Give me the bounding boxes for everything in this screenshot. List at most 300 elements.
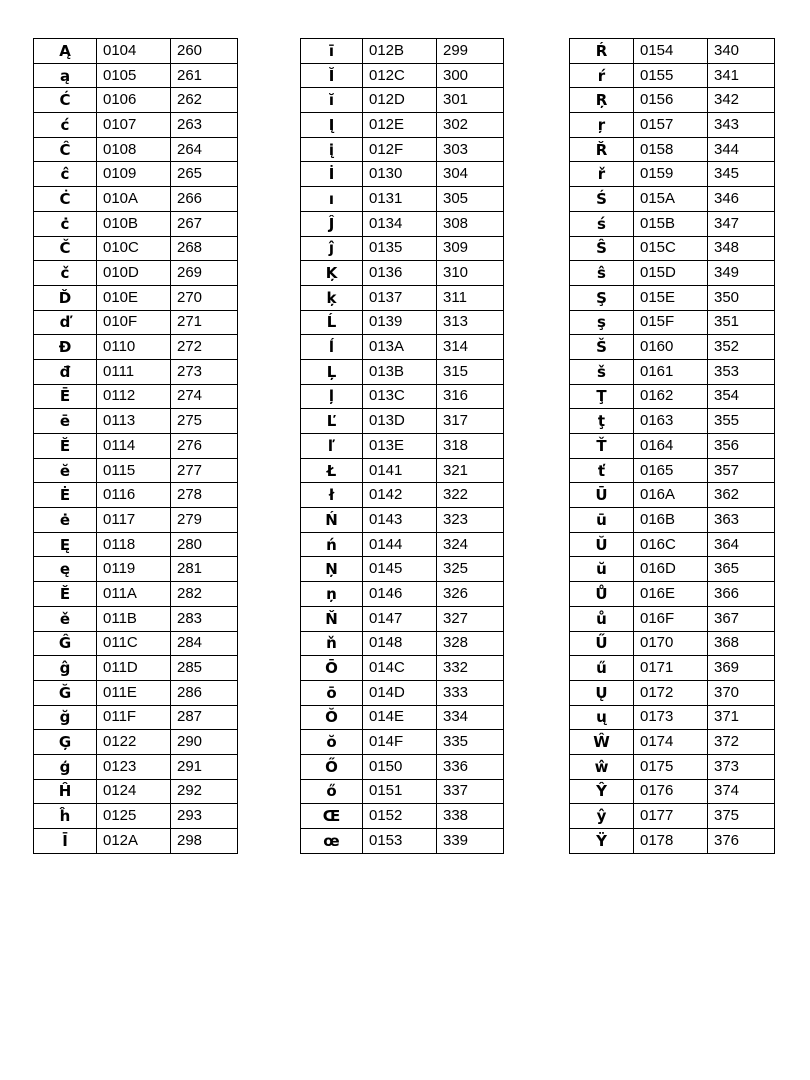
character-cell: ş [570,310,634,335]
hex-code-cell: 0142 [363,483,437,508]
hex-code-cell: 012B [363,39,437,64]
decimal-code-cell: 325 [437,557,504,582]
hex-code-cell: 0148 [363,631,437,656]
character-cell: ĉ [34,162,97,187]
hex-code-cell: 015E [634,285,708,310]
character-cell: ō [301,680,363,705]
decimal-code-cell: 290 [171,730,238,755]
table-row [570,730,775,755]
character-cell: Ł [301,458,363,483]
character-cell: ĵ [301,236,363,261]
hex-code-cell: 0125 [97,804,171,829]
character-cell: Ņ [301,557,363,582]
hex-code-cell: 0145 [363,557,437,582]
table-row [570,359,775,384]
table-row [570,113,775,138]
character-cell: Ů [570,582,634,607]
hex-code-cell: 0160 [634,335,708,360]
character-cell: ń [301,532,363,557]
hex-code-cell: 0143 [363,508,437,533]
decimal-code-cell: 355 [708,409,775,434]
hex-code-cell: 0162 [634,384,708,409]
table-row [570,779,775,804]
table-row [301,483,504,508]
character-cell: Ē [34,384,97,409]
character-table-2 [300,38,504,854]
hex-code-cell: 0172 [634,680,708,705]
hex-code-cell: 0124 [97,779,171,804]
hex-code-cell: 0141 [363,458,437,483]
decimal-code-cell: 332 [437,656,504,681]
table-row [34,656,238,681]
table-row [34,310,238,335]
hex-code-cell: 016F [634,606,708,631]
table-row [301,730,504,755]
table-row [301,557,504,582]
table-row [570,804,775,829]
decimal-code-cell: 311 [437,285,504,310]
decimal-code-cell: 316 [437,384,504,409]
table-row [34,730,238,755]
decimal-code-cell: 280 [171,532,238,557]
character-cell: Ą [34,39,97,64]
hex-code-cell: 0173 [634,705,708,730]
hex-code-cell: 0108 [97,137,171,162]
hex-code-cell: 0116 [97,483,171,508]
table-row [301,656,504,681]
table-row [570,137,775,162]
hex-code-cell: 0177 [634,804,708,829]
decimal-code-cell: 286 [171,680,238,705]
hex-code-cell: 015F [634,310,708,335]
hex-code-cell: 014E [363,705,437,730]
table-row [301,829,504,854]
decimal-code-cell: 299 [437,39,504,64]
hex-code-cell: 0171 [634,656,708,681]
hex-code-cell: 0165 [634,458,708,483]
hex-code-cell: 0135 [363,236,437,261]
character-cell: Ť [570,434,634,459]
hex-code-cell: 0105 [97,63,171,88]
table-row [570,829,775,854]
decimal-code-cell: 318 [437,434,504,459]
decimal-code-cell: 270 [171,285,238,310]
hex-code-cell: 016A [634,483,708,508]
decimal-code-cell: 375 [708,804,775,829]
character-cell: Ď [34,285,97,310]
hex-code-cell: 016C [634,532,708,557]
character-cell: ŷ [570,804,634,829]
hex-code-cell: 0131 [363,187,437,212]
character-cell: ś [570,211,634,236]
table-row [34,113,238,138]
table-row [34,582,238,607]
decimal-code-cell: 310 [437,261,504,286]
hex-code-cell: 0176 [634,779,708,804]
hex-code-cell: 010C [97,236,171,261]
hex-code-cell: 012D [363,88,437,113]
table-row [301,754,504,779]
decimal-code-cell: 273 [171,359,238,384]
decimal-code-cell: 276 [171,434,238,459]
table-row [301,359,504,384]
character-cell: Ř [570,137,634,162]
hex-code-cell: 0114 [97,434,171,459]
character-cell: ů [570,606,634,631]
hex-code-cell: 010F [97,310,171,335]
decimal-code-cell: 284 [171,631,238,656]
hex-code-cell: 013A [363,335,437,360]
character-cell: ĭ [301,88,363,113]
table-row [570,236,775,261]
decimal-code-cell: 264 [171,137,238,162]
character-cell: Ś [570,187,634,212]
table-row [570,705,775,730]
table-row [301,532,504,557]
hex-code-cell: 0159 [634,162,708,187]
table-row [570,384,775,409]
hex-code-cell: 011E [97,680,171,705]
table-row [34,606,238,631]
character-cell: ł [301,483,363,508]
character-cell: ų [570,705,634,730]
hex-code-cell: 013D [363,409,437,434]
character-cell: ĥ [34,804,97,829]
character-cell: Ÿ [570,829,634,854]
hex-code-cell: 0144 [363,532,437,557]
decimal-code-cell: 317 [437,409,504,434]
decimal-code-cell: 314 [437,335,504,360]
hex-code-cell: 0117 [97,508,171,533]
character-cell: ŗ [570,113,634,138]
hex-code-cell: 011B [97,606,171,631]
character-cell: ı [301,187,363,212]
hex-code-cell: 0136 [363,261,437,286]
table-row [301,680,504,705]
hex-code-cell: 0123 [97,754,171,779]
table-row [34,532,238,557]
decimal-code-cell: 374 [708,779,775,804]
character-cell: Ę [34,532,97,557]
character-cell: š [570,359,634,384]
hex-code-cell: 0147 [363,606,437,631]
character-cell: ē [34,409,97,434]
hex-code-cell: 0107 [97,113,171,138]
character-cell: ţ [570,409,634,434]
character-cell: Ĵ [301,211,363,236]
character-cell: Ş [570,285,634,310]
character-cell: Ő [301,754,363,779]
decimal-code-cell: 298 [171,829,238,854]
hex-code-cell: 0150 [363,754,437,779]
hex-code-cell: 0175 [634,754,708,779]
character-cell: Ū [570,483,634,508]
character-cell: Ķ [301,261,363,286]
decimal-code-cell: 292 [171,779,238,804]
table-row [570,631,775,656]
table-row [301,310,504,335]
table-row [301,804,504,829]
decimal-code-cell: 333 [437,680,504,705]
table-row [34,680,238,705]
table-row [301,582,504,607]
table-row [34,359,238,384]
decimal-code-cell: 322 [437,483,504,508]
table-row [570,335,775,360]
decimal-code-cell: 315 [437,359,504,384]
decimal-code-cell: 301 [437,88,504,113]
character-cell: Ģ [34,730,97,755]
character-cell: Š [570,335,634,360]
decimal-code-cell: 313 [437,310,504,335]
decimal-code-cell: 291 [171,754,238,779]
character-cell: ŵ [570,754,634,779]
table-row [570,754,775,779]
decimal-code-cell: 367 [708,606,775,631]
decimal-code-cell: 338 [437,804,504,829]
table-row [34,236,238,261]
decimal-code-cell: 309 [437,236,504,261]
hex-code-cell: 014F [363,730,437,755]
hex-code-cell: 015D [634,261,708,286]
character-cell: ę [34,557,97,582]
character-cell: Ć [34,88,97,113]
decimal-code-cell: 293 [171,804,238,829]
hex-code-cell: 0109 [97,162,171,187]
hex-code-cell: 010B [97,211,171,236]
character-cell: Ŷ [570,779,634,804]
hex-code-cell: 0146 [363,582,437,607]
table-row [570,162,775,187]
hex-code-cell: 012A [97,829,171,854]
table-row [301,113,504,138]
hex-code-cell: 0170 [634,631,708,656]
table-row [301,162,504,187]
decimal-code-cell: 369 [708,656,775,681]
hex-code-cell: 0112 [97,384,171,409]
character-cell: ŝ [570,261,634,286]
decimal-code-cell: 326 [437,582,504,607]
table-row [34,261,238,286]
hex-code-cell: 011F [97,705,171,730]
decimal-code-cell: 285 [171,656,238,681]
table-row [570,680,775,705]
decimal-code-cell: 287 [171,705,238,730]
table-row [570,483,775,508]
table-row [301,39,504,64]
character-cell: Ň [301,606,363,631]
decimal-code-cell: 347 [708,211,775,236]
table-row [34,458,238,483]
character-cell: đ [34,359,97,384]
table-row [301,63,504,88]
decimal-code-cell: 271 [171,310,238,335]
character-cell: Ń [301,508,363,533]
hex-code-cell: 014D [363,680,437,705]
decimal-code-cell: 341 [708,63,775,88]
character-cell: Ų [570,680,634,705]
character-cell: Ţ [570,384,634,409]
decimal-code-cell: 275 [171,409,238,434]
table-row [34,335,238,360]
character-cell: ņ [301,582,363,607]
decimal-code-cell: 278 [171,483,238,508]
decimal-code-cell: 354 [708,384,775,409]
table-row [34,39,238,64]
character-cell: ě [34,606,97,631]
table-row [570,211,775,236]
character-cell: ď [34,310,97,335]
character-cell: Ĥ [34,779,97,804]
character-cell: Ļ [301,359,363,384]
decimal-code-cell: 274 [171,384,238,409]
character-cell: ť [570,458,634,483]
decimal-code-cell: 263 [171,113,238,138]
hex-code-cell: 010A [97,187,171,212]
table-row [570,557,775,582]
character-cell: ģ [34,754,97,779]
hex-code-cell: 0134 [363,211,437,236]
decimal-code-cell: 334 [437,705,504,730]
character-cell: į [301,137,363,162]
table-row [301,606,504,631]
character-cell: Ğ [34,680,97,705]
decimal-code-cell: 339 [437,829,504,854]
decimal-code-cell: 335 [437,730,504,755]
decimal-code-cell: 283 [171,606,238,631]
decimal-code-cell: 362 [708,483,775,508]
decimal-code-cell: 272 [171,335,238,360]
character-cell: Ŝ [570,236,634,261]
table-row [570,285,775,310]
character-cell: ŭ [570,557,634,582]
character-cell: Ī [34,829,97,854]
character-cell: Ŵ [570,730,634,755]
character-cell: ŏ [301,730,363,755]
hex-code-cell: 0110 [97,335,171,360]
character-cell: Ŕ [570,39,634,64]
table-row [301,705,504,730]
hex-code-cell: 0156 [634,88,708,113]
table-row [570,458,775,483]
hex-code-cell: 0151 [363,779,437,804]
hex-code-cell: 011C [97,631,171,656]
hex-code-cell: 0164 [634,434,708,459]
decimal-code-cell: 303 [437,137,504,162]
decimal-code-cell: 268 [171,236,238,261]
table-row [570,409,775,434]
decimal-code-cell: 376 [708,829,775,854]
decimal-code-cell: 267 [171,211,238,236]
hex-code-cell: 0119 [97,557,171,582]
table-row [301,261,504,286]
character-cell: ļ [301,384,363,409]
character-cell: ċ [34,211,97,236]
hex-code-cell: 013B [363,359,437,384]
character-cell: Ė [34,483,97,508]
decimal-code-cell: 308 [437,211,504,236]
decimal-code-cell: 304 [437,162,504,187]
character-cell: Ĺ [301,310,363,335]
hex-code-cell: 0178 [634,829,708,854]
hex-code-cell: 010D [97,261,171,286]
hex-code-cell: 016D [634,557,708,582]
hex-code-cell: 015A [634,187,708,212]
character-cell: ą [34,63,97,88]
decimal-code-cell: 351 [708,310,775,335]
decimal-code-cell: 344 [708,137,775,162]
table-row [301,236,504,261]
table-row [570,434,775,459]
character-cell: ľ [301,434,363,459]
hex-code-cell: 0163 [634,409,708,434]
hex-code-cell: 015B [634,211,708,236]
decimal-code-cell: 340 [708,39,775,64]
decimal-code-cell: 363 [708,508,775,533]
table-row [34,754,238,779]
table-row [301,434,504,459]
hex-code-cell: 012E [363,113,437,138]
hex-code-cell: 016B [634,508,708,533]
character-cell: Ŭ [570,532,634,557]
table-row [301,137,504,162]
hex-code-cell: 0137 [363,285,437,310]
decimal-code-cell: 370 [708,680,775,705]
decimal-code-cell: 348 [708,236,775,261]
decimal-code-cell: 373 [708,754,775,779]
table-row [570,261,775,286]
decimal-code-cell: 350 [708,285,775,310]
character-cell: Ĭ [301,63,363,88]
hex-code-cell: 014C [363,656,437,681]
decimal-code-cell: 365 [708,557,775,582]
character-cell: ė [34,508,97,533]
character-cell: Ō [301,656,363,681]
decimal-code-cell: 260 [171,39,238,64]
decimal-code-cell: 324 [437,532,504,557]
decimal-code-cell: 368 [708,631,775,656]
table-row [301,631,504,656]
hex-code-cell: 0115 [97,458,171,483]
table-row [570,39,775,64]
character-cell: Ě [34,582,97,607]
hex-code-cell: 012C [363,63,437,88]
table-row [570,656,775,681]
table-row [34,285,238,310]
character-cell: ī [301,39,363,64]
table-row [34,137,238,162]
table-row [34,483,238,508]
character-cell: Č [34,236,97,261]
decimal-code-cell: 364 [708,532,775,557]
table-row [34,804,238,829]
hex-code-cell: 0122 [97,730,171,755]
hex-code-cell: 013C [363,384,437,409]
decimal-code-cell: 305 [437,187,504,212]
decimal-code-cell: 357 [708,458,775,483]
character-cell: Đ [34,335,97,360]
decimal-code-cell: 323 [437,508,504,533]
table-row [34,187,238,212]
table-row [34,63,238,88]
table-row [301,384,504,409]
table-row [570,88,775,113]
character-cell: Ĕ [34,434,97,459]
hex-code-cell: 0152 [363,804,437,829]
decimal-code-cell: 262 [171,88,238,113]
table-row [34,384,238,409]
table-row [570,582,775,607]
